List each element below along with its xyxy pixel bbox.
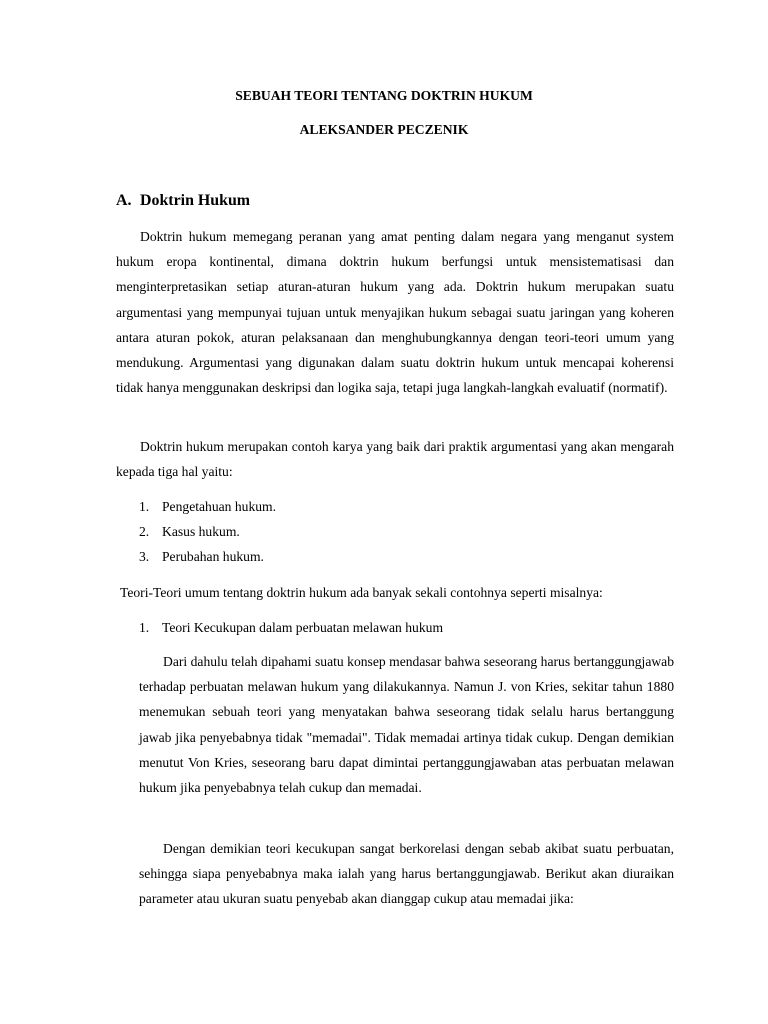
list-item-number: 2. — [139, 524, 150, 540]
subsection-title: Teori Kecukupan dalam perbuatan melawan hukum — [162, 620, 444, 635]
subsection-heading — [139, 615, 443, 640]
paragraph-teori-umum: Teori-Teori umum tentang doktrin hukum ada banyak sekali contohnya seperti misalnya: — [120, 585, 603, 600]
list-item — [139, 544, 276, 569]
paragraph-kecukupan: Dengan demikian teori kecukupan sangat berkorelasi dengan sebab akibat suatu perbuatan, sehingga siapa penyebabnya maka ialah yang harus bertanggungjawab. Berikut akan diuraikan parameter atau ukuran suatu penyebab akan dianggap cukup atau memadai jika: — [139, 841, 674, 907]
list-item-text: Pengetahuan hukum. — [162, 499, 277, 514]
section-title: Doktrin Hukum — [140, 192, 251, 209]
list-item-number: 3. — [139, 549, 150, 565]
document-author: ALEKSANDER PECZENIK — [299, 122, 469, 137]
section-heading — [116, 192, 250, 210]
list-tiga-hal — [139, 494, 276, 570]
list-item-text: Kasus hukum. — [162, 524, 240, 540]
paragraph-von-kries: Dari dahulu telah dipahami suatu konsep mendasar bahwa seseorang harus bertanggungjawab terhadap perbuatan melawan hukum yang dilakukannya. Namun J. von Kries, sekitar tahun 1880 menemukan sebuah teori yang menyatakan bahwa seseorang tidak selalu harus bertanggung jawab jika penyebabnya tidak "memadai". Tidak memadai artinya tidak cukup. Dengan demikian menutut Von Kries, seseorang baru dapat dimintai pertanggungjawaban atas perbuatan melawan hukum jika penyebabnya telah cukup dan memadai. — [139, 654, 674, 796]
section-number: A. — [116, 192, 132, 209]
list-item — [139, 519, 276, 544]
document-title: SEBUAH TEORI TENTANG DOKTRIN HUKUM — [235, 88, 533, 103]
list-item — [139, 494, 276, 519]
paragraph-argumentasi: Doktrin hukum merupakan contoh karya yang baik dari praktik argumentasi yang akan mengarah kepada tiga hal yaitu: — [116, 439, 674, 480]
subsection-number: 1. — [139, 620, 150, 635]
list-item-number: 1. — [139, 499, 150, 514]
paragraph-doktrin-intro: Doktrin hukum memegang peranan yang amat penting dalam negara yang menganut system hukum eropa kontinental, dimana doktrin hukum berfungsi untuk mensistematisasi dan menginterpretasikan setiap aturan-aturan hukum yang ada. Doktrin hukum merupakan suatu argumentasi yang mempunyai tujuan untuk menyajikan hukum sebagai suatu jaringan yang koheren antara aturan pokok, aturan pelaksanaan dan menghubungkannya dengan teori-teori umum yang mendukung. Argumentasi yang digunakan dalam suatu doktrin hukum untuk mencapai koherensi tidak hanya menggunakan deskripsi dan logika saja, tetapi juga langkah-langkah evaluatif (normatif). — [116, 229, 674, 396]
list-item-text: Perubahan hukum. — [162, 549, 264, 565]
